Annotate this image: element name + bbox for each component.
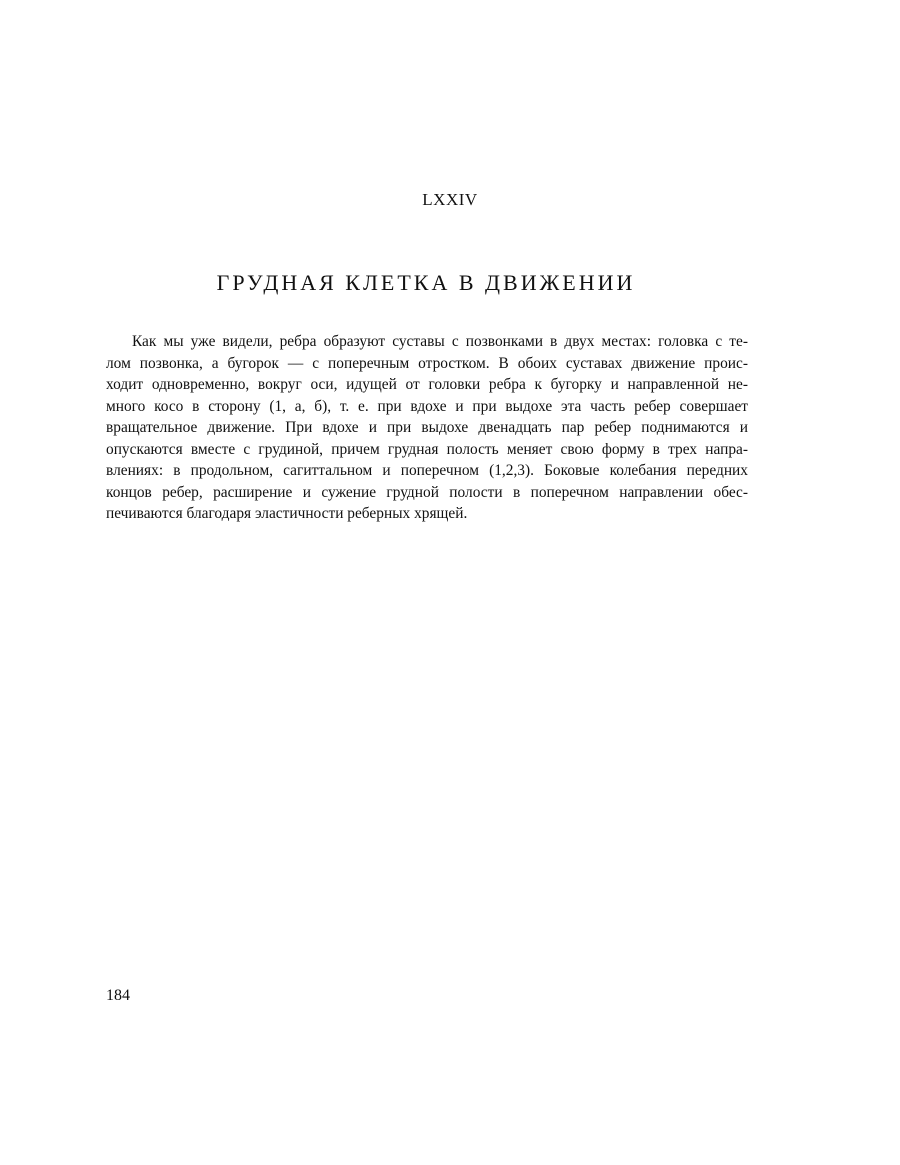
paragraph-line: опускаются вместе с грудиной, причем грудная полость меняет свою форму в трех напра- <box>106 440 748 458</box>
chapter-number: LXXIV <box>422 190 478 209</box>
paragraph-line: лом позвонка, а бугорок — с поперечным отростком. В обоих суставах движение проис- <box>106 354 748 372</box>
paragraph-line: вращательное движение. При вдохе и при выдохе двенадцать пар ребер поднимаются и <box>106 419 748 436</box>
paragraph-line: Как мы уже видели, ребра образуют суставы с позвонками в двух местах: головка с те- <box>132 333 748 350</box>
paragraph-line: концов ребер, расширение и сужение грудной полости в поперечном направлении обес- <box>106 483 748 501</box>
paragraph-line: влениях: в продольном, сагиттальном и поперечном (1,2,3). Боковые колебания передних <box>106 462 748 479</box>
body-paragraph <box>106 331 748 525</box>
page-number: 184 <box>106 987 130 1004</box>
paragraph-line: ходит одновременно, вокруг оси, идущей от головки ребра к бугорку и направленной не- <box>106 376 748 393</box>
chapter-title: ГРУДНАЯ КЛЕТКА В ДВИЖЕНИИ <box>216 270 636 295</box>
paragraph-line: много косо в сторону (1, а, б), т. е. при вдохе и при выдохе эта часть ребер совершает <box>106 397 748 415</box>
paragraph-line: печиваются благодаря эластичности реберных хрящей. <box>106 505 468 522</box>
